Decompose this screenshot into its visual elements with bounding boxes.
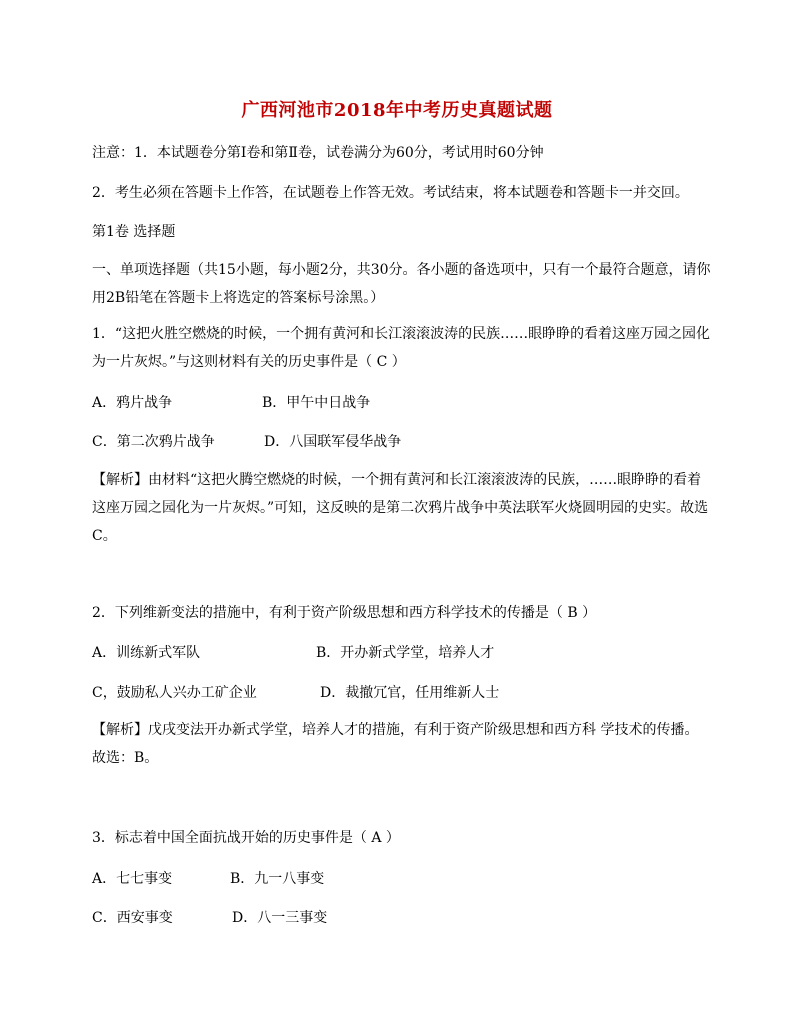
question-1-option-c: C．第二次鸦片战争 [92,434,215,450]
question-1-stem: 1．“这把火胜空燃烧的时候，一个拥有黄河和长江滚滚波涛的民族……眼睁睁的看着这座万园之园化为一片灰烬。”与这则材料有关的历史事件是（ C ） [92,326,711,370]
question-3-option-a: A．七七事变 [92,871,173,887]
question-2-option-b: B．开办新式学堂，培养人才 [316,645,495,661]
question-2-option-a: A．训练新式军队 [92,645,201,661]
question-2-option-c: C，鼓励私人兴办工矿企业 [92,685,257,701]
section-heading: 第1卷 选择题 [92,224,176,240]
question-3-option-d: D．八一三事变 [232,910,328,926]
note-1: 注意：1．本试题卷分第Ⅰ卷和第Ⅱ卷，试卷满分为60分，考试用时60分钟 [92,145,544,161]
question-2-analysis: 【解析】戊戌变法开办新式学堂，培养人才的措施，有利于资产阶级思想和西方科 学技术的传播。故选：B。 [92,722,699,766]
question-2-stem: 2．下列维新变法的措施中，有利于资产阶级思想和西方科学技术的传播是（ B ） [92,605,597,621]
note-2: 2．考生必须在答题卡上作答，在试题卷上作答无效。考试结束，将本试题卷和答题卡一并交回。 [92,185,689,201]
instruction-text: 一、单项选择题（共15小题，每小题2分，共30分。各小题的备选项中，只有一个最符合题意，请你用2B铅笔在答题卡上将选定的答案标号涂黑。） [92,262,711,306]
question-1-option-d: D．八国联军侵华战争 [264,434,402,450]
question-1-analysis: 【解析】由材料“这把火腾空燃烧的时候，一个拥有黄河和长江滚滚波涛的民族，……眼睁睁的看着这座万园之园化为一片灰烬。”可知，这反映的是第二次鸦片战争中英法联军火烧圆明园的史实。故选C。 [92,472,709,544]
page-title: 广西河池市2018年中考历史真题试题 [241,100,553,121]
question-1-option-a: A．鸦片战争 [92,395,173,411]
question-2-option-d: D．裁撤冗官，任用维新人士 [320,685,500,701]
question-3-option-b: B．九一八事变 [230,871,325,887]
question-1-option-b: B．甲午中日战争 [262,395,371,411]
question-3-option-c: C．西安事变 [92,910,173,926]
question-3-stem: 3．标志着中国全面抗战开始的历史事件是（ A ） [92,830,400,846]
